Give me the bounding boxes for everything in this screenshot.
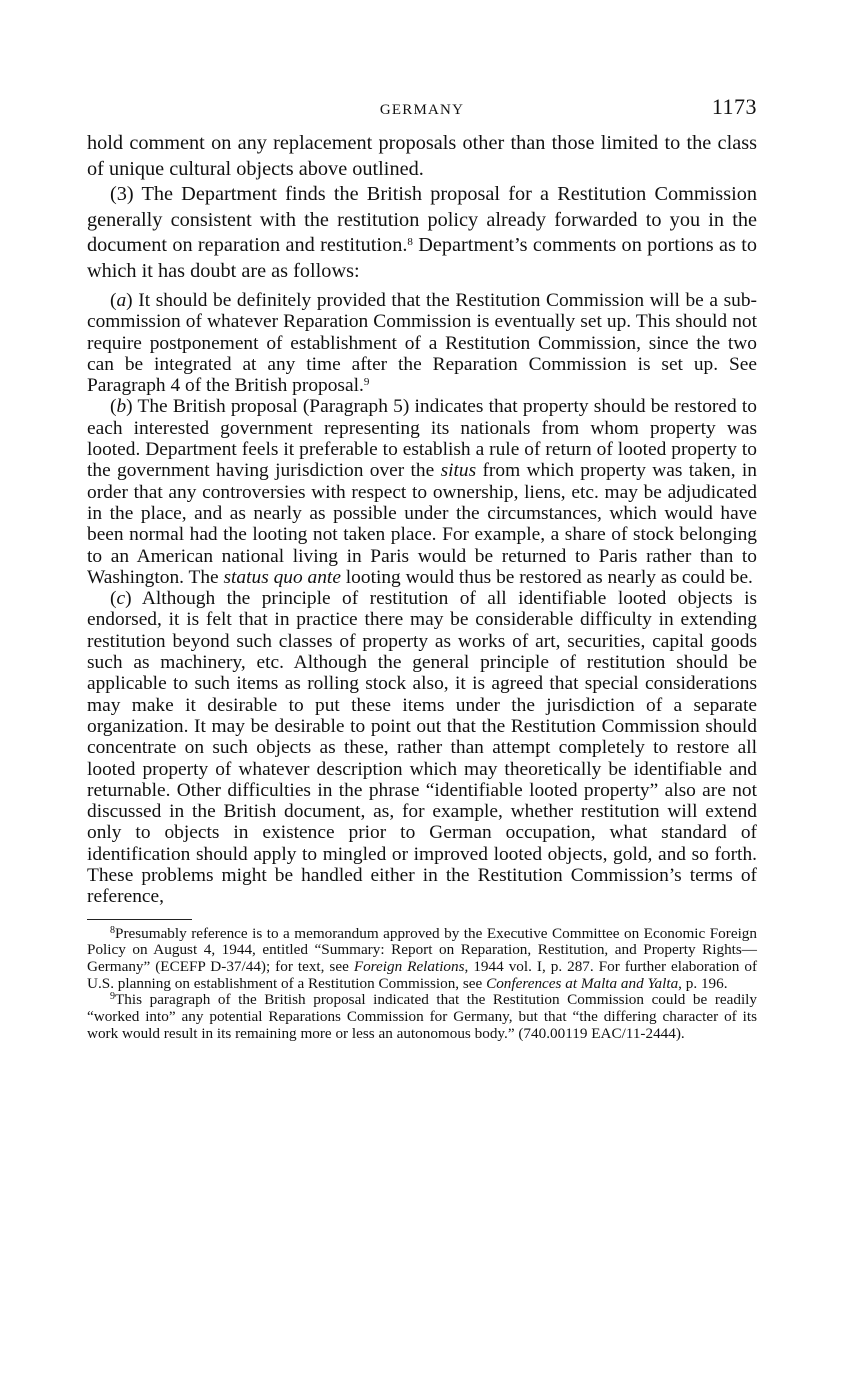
footnote-8-text-2: , 1944 vol. I, p. 287. For further elaboration of U.S. planning on establishment of a Restitution Commission, see	[87, 958, 758, 992]
paragraph-3-text-after: Department’s comments on portions as to which it has doubt are as follows:	[87, 234, 757, 282]
comment-a: (a) It should be definitely provided that the Restitution Commission will be a sub-commission of whatever Reparation Commission is eventually set up. This should not require postponement of establishment of a Restitution Commission, since the two can be integrated at any time after the Reparation Commission is set up. See Paragraph 4 of the British proposal.$^9$	[87, 290, 757, 397]
footnote-divider	[87, 919, 192, 920]
comment-b-italic-situs: situs	[440, 460, 477, 482]
footnote-8-marker: 8	[110, 924, 115, 936]
comment-b-text-1: The British proposal (Paragraph 5) indicates that property should be restored to each interested government representing its nationals from whom property was looted. Department feels it preferable to establish a rule of return of looted property to the government having jurisdiction over the	[87, 396, 757, 482]
body-text	[87, 131, 757, 284]
footnote-9	[87, 992, 757, 1042]
comment-c-text: Although the principle of restitution of all identifiable looted objects is endorsed, it is felt that in practice there may be considerable difficulty in extending restitution beyond such classes of property as works of art, securities, capital goods such as machinery, etc. Although the general principle of restitution should be applicable to such items as rolling stock also, it is agreed that special considerations may make it desirable to put these items under the jurisdiction of a separate organization. It may be desirable to point out that the Restitution Commission should concentrate on such objects as these, rather than attempt completely to restore all looted property of whatever description which may theoretically be identifiable and returnable. Other difficulties in the phrase “identifiable looted property” also are not discussed in the British document, as, for example, whether restitution will extend only to objects in existence prior to German occupation, what standard of identification should apply to mingled or improved looted objects, gold, and so forth. These problems might be handled either in the Restitution Commission’s terms of reference,	[87, 588, 757, 908]
footnote-ref-9: 9	[363, 376, 370, 389]
comment-b: (b) The British proposal (Paragraph 5) indicates that property should be restored to each interested government representing its nationals from whom property was looted. Department feels it preferable to establish a rule of return of looted property to the government having jurisdiction over the situs from which property was taken, in order that any controversies with respect to ownership, liens, etc. may be adjudicated in the place, and as nearly as possible under the circumstances, which would have been normal had the looting not taken place. For example, a share of stock belonging to an American national living in Paris would be returned to Paris rather than to Washington. The status quo ante looting would thus be restored as nearly as could be.	[87, 396, 758, 588]
comment-b-text-2: from which property was taken, in order that any controversies with respect to ownership, liens, etc. may be adjudicated in the place, and as nearly as possible under the circumstances, which would have been normal had the looting not taken place. For example, a share of stock belonging to an American national living in Paris would be returned to Paris rather than to Washington. The	[87, 460, 758, 588]
running-title: GERMANY	[379, 102, 465, 118]
footnote-9-text: This paragraph of the British proposal indicated that the Restitution Commission could be readily “worked into” any potential Reparations Commission for Germany, but that “the differing character of its work would result in its remaining more or less an autonomous body.” (740.00119 EAC/11-2444).	[87, 991, 757, 1042]
comment-b-italic-status-quo: status quo ante	[223, 566, 341, 588]
running-head	[87, 92, 757, 126]
footnotes	[87, 926, 757, 1043]
paragraph-3-text: (3) The Department finds the British proposal for a Restitution Commission generally consistent with the restitution policy already forwarded to you in the document on reparation and restitution.	[87, 183, 757, 256]
page-number: 1173	[711, 94, 757, 119]
comment-b-text-3: looting would thus be restored as nearly as could be.	[340, 566, 753, 588]
comment-list	[87, 290, 757, 908]
footnote-8-italic-2: Conferences at Malta and Yalta	[486, 974, 679, 992]
footnote-8-text-1: Presumably reference is to a memorandum approved by the Executive Committee on Economic Foreign Policy on August 4, 1944, entitled “Summary: Report on Reparation, Restitution, and Property Rights—Germany” (ECEFP D-37/44); for text, see	[87, 924, 757, 976]
footnote-8-text-3: , p. 196.	[678, 974, 728, 992]
document-page	[87, 92, 757, 1043]
footnote-ref-8: 8	[407, 236, 413, 248]
footnote-8	[87, 926, 757, 993]
comment-b-label: b	[116, 396, 127, 418]
comment-a-label: a	[116, 290, 127, 311]
paragraph-continuation: hold comment on any replacement proposals other than those limited to the class of unique cultural objects above outlined.	[87, 132, 757, 180]
footnote-8-italic-1: Foreign Relations	[353, 958, 465, 976]
comment-a-text: It should be definitely provided that the Restitution Commission will be a sub-commission of whatever Reparation Commission is eventually set up. This should not require postponement of establishment of a Restitution Commission, since the two can be integrated at any time after the Reparation Commission is set up. See Paragraph 4 of the British proposal.	[87, 290, 757, 397]
footnote-9-marker: 9	[110, 991, 115, 1003]
comment-c-label: c	[116, 588, 126, 610]
comment-c: (c) Although the principle of restitution of all identifiable looted objects is endorsed, it is felt that in practice there may be considerable difficulty in extending restitution beyond such classes of property as works of art, securities, capital goods such as machinery, etc. Although the general principle of restitution should be applicable to such items as rolling stock also, it is agreed that special considerations may make it desirable to put these items under the jurisdiction of a separate organization. It may be desirable to point out that the Restitution Commission should concentrate on such objects as these, rather than attempt completely to restore all looted property of whatever description which may theoretically be identifiable and returnable. Other difficulties in the phrase “identifiable looted property” also are not discussed in the British document, as, for example, whether restitution will extend only to objects in existence prior to German occupation, what standard of identification should apply to mingled or improved looted objects, gold, and so forth. These problems might be handled either in the Restitution Commission’s terms of reference,	[87, 588, 757, 908]
paragraph-3	[87, 182, 757, 284]
